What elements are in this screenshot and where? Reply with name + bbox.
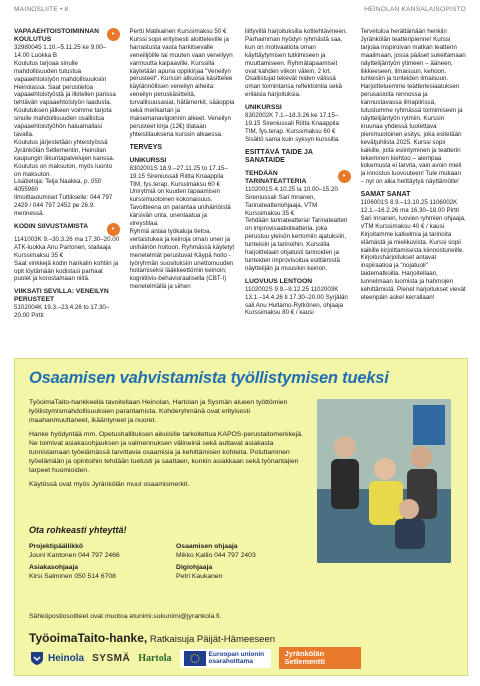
contact-name: Jouni Kantonen 044 797 2466 xyxy=(29,551,120,559)
course-text: Kirjoitamme katkelmia ja tarinoita elämästä ja mielikuvista. Kurssi sopii kaikille kirjoittamisesta kiinnostuneille. Kirjoitusharjoitukset antavat inspiraatioa ja "nojatuoli" taidematkoilla. Harjoitellaan, tunnelmaan luomista ja hahmojen kehittämistä. Pienet harjoitukset vievät eteenpäin askel kerrallaan! xyxy=(360,230,466,301)
course-text: Koulutus tarjoaa sinulle mahdollisuuden tutustua vapaaehtoistyön mahdollisuuksiin Heinolassa. Saat perustietoa vapaaehtoistyöstä ja ilkitellen parissa tehtävän vapaaehtoistyön laadusta. Koulutuksen jälkeen voimme tarjota sinulle mahdollisuuden osallistua vapaaehtoistyöhön haluamallasi tavalla. xyxy=(14,59,116,138)
eu-flag-icon xyxy=(184,651,206,666)
course-text: Tehdään tarinateatteria! Tarinateatteri on improvisaatioteatteria, joka perustuu yleisön kertomiin ajatuksiin, tunteisiin ja tarinoihin. Kurssilla harjoittelaan ohjatusti tarinoiden ja tunteiden improvisoitua esittämistä näyttelijän ja muusikin keinon. xyxy=(245,217,348,272)
course-text: 8302001S 18.9.–27.11.25 to 17.15–19.15 Sireniussali Riitta Knaappila TtM, fys.terap. Kurssimaksu 60 € xyxy=(129,164,228,188)
course-text: liittyvillä harjoituksilla kotitehtävineen. Parhaimman hyödyn ryhmästä saa, kun on motivaatiota oman käyttäytymisen tutkimiseen ja muuttamiseen. Ryhmätapaamiset ovat kahden viikon välein, 2 krt. Osallistujat tekevät niiden välissä oman toimintansa reflektointia sekä erilaisia harjoituksia. xyxy=(245,28,348,99)
logo-text: Jyränkölän Setlementti xyxy=(284,649,325,666)
contact-role: Digiohjaaja xyxy=(176,564,213,571)
course-text: 1106001S 8.9.–13.10.25 1106002K 12.1.–16.2.26 ma 16.30–18.00 Pirtti Sari Innanen, luovien ryhmien ohjaaja, VTM Kurssimaksu 40 € / kausi xyxy=(360,199,466,230)
ad-paragraph: TyöoimaTaito-hankkeella tavoitellaan Heinolan, Hartolan ja Sysmän alueen työttömien työllistymismahdollisuuksien parantamista. Kohderyhmänä ovat erityisesti maahanmuuttaneet, ikääntyneet ja nuoret. xyxy=(29,399,288,424)
contact-item xyxy=(29,543,162,560)
course-heading-text: SAMAT SANAT xyxy=(360,191,411,199)
project-ad-box xyxy=(14,358,468,676)
course-heading xyxy=(245,104,351,112)
email-note: Sähköpostiosoitteet ovat muotoa etunimi.sukunimi@jyrankola.fi. xyxy=(29,613,222,620)
contact-item xyxy=(176,543,309,560)
course-heading xyxy=(361,191,467,199)
orange-badge-icon: • xyxy=(338,170,351,183)
course-heading-text: ESITTÄVÄ TAIDE JA SANATAIDE xyxy=(245,148,313,164)
brand-name: TyöoimaTaito-hanke, xyxy=(29,631,148,645)
contact-name: Petri Kaukanen xyxy=(176,572,223,580)
course-text: Ilmoittautumiset Tuttikselle: 044 797 2429 / 044 797 2452 pe 26.9. mennessä. xyxy=(14,194,113,218)
page-header xyxy=(14,6,466,18)
contact-role: Osaamisen ohjaaja xyxy=(176,543,238,550)
course-text: 1102001S 4.10.25 la 10.00–15.20 Sireniussali Sari Innanen, Tarinateatteriohjaaja, VTM Kurssimaksu 35 € xyxy=(245,185,338,217)
contact-list xyxy=(29,543,309,581)
course-heading xyxy=(130,157,236,165)
course-text: 32980045 1.10.–5.11.25 ke 9.00–14.00 Luokka B xyxy=(14,44,107,59)
course-heading xyxy=(14,28,120,44)
column-3 xyxy=(245,28,351,354)
orange-badge-icon: • xyxy=(107,28,120,41)
orange-badge-icon: • xyxy=(107,223,120,236)
logo-text: Heinola xyxy=(48,652,85,664)
group-photo xyxy=(317,399,451,563)
course-text: 8302002K 7.1.–18.3.26 ke 17.15–19.15 Sireniussali Riitta Knaappila TtM, fys.terap. Kurssimaksu 60 € Sisältö sama kuin syksyn kurssilla. xyxy=(245,112,340,143)
course-text: Pertti Matikainen Kurssimaksu 50 € xyxy=(129,28,227,35)
column-1 xyxy=(14,28,120,354)
course-heading-text: TEHDÄÄN TARINATEATTERIA xyxy=(245,169,307,185)
partner-logos xyxy=(29,647,453,669)
ad-paragraph: Käytössä ovat myös Jyränkölän muut osaamismerkit. xyxy=(29,481,190,489)
ad-slogan: Ota rohkeasti yhteyttä! xyxy=(29,525,127,535)
course-text: Lisätietoja: Telja Naakka, p. 050 4055960 xyxy=(14,178,102,194)
course-text: Kurssi sopii erityisesti aloitteleville ja harrastusta vasta harkitsevalle veneilijöille tai muuten vaan veneilyyn varmuutta kaipaaville. Kurssilla käytetään apuna oppikirjaa "Veneilyn perusteet". Kurssin alkuosa käsittelee käytännöllisen veneilyn aiheita: veneilyn peruskäsitteitä, turvallisuusasiat, hätämerkit, sääoppia sekä merikartan ja maisemanavigoinnin alkeet. Veneilyn perusteet kirja (12€) tilataan yhteistilauksena kurssin alkaessa. xyxy=(129,35,235,138)
ad-paragraph: Hanke hyödyntää mm. Opetushallituksen aikuisille tarkoitettua KAPOS-perustaitomerkkejä. Ne toimivat asiakasohjauksen ja valmennuksen välineinä sekä auttavat asiakasta tunnistamaan työelämässä tarvittavia osaamisia ja kehittämisen kohteita. Poluttaminen työelämään ja opintoihin tehdään tuetusti ja saattaen, kunkin asiakkaan sekä työnantajien tarpeet huomioiden. xyxy=(29,431,303,474)
logo-jyrankola xyxy=(279,647,361,669)
course-text: Unirytmiä on kuuden tapaamisen kurssimuotoinen kokonaisuus. Tavoitteena on parantaa unihäiriöistä kärsivän unta, unenlaatua ja vireystilaa. xyxy=(129,188,231,228)
logo-sysma xyxy=(92,653,130,664)
course-text: Koulutus on maksuton, myös luonto on maksuton. xyxy=(14,162,113,178)
course-heading-text: VAPAAEHTOISTOIMINNAN KOULUTUS xyxy=(14,28,99,43)
contact-role: Projektipäällikkö xyxy=(29,543,84,550)
course-heading xyxy=(14,223,120,236)
logo-text: SYSMÄ xyxy=(92,652,131,664)
ad-text xyxy=(29,399,309,496)
course-heading xyxy=(245,149,351,165)
header-left: MAINOSLIITE • 8 xyxy=(14,6,69,13)
course-text: 1102002S 9.9.–9.12.25 1102003K 13.1.–14.4.26 ti 17.30–20.00 Syrjälän sali Anu Hultamo-Rytkönen, ohjaaja Kurssimaksu 80 € / kausi xyxy=(245,285,348,317)
logo-text: Hartola xyxy=(138,652,172,664)
course-text: Tervetuloa herättämään henkiin Jyränkölän teatteripienne! Kurssi tarjoaa inspiroivan matkan teatterin maailmaan, jossa pääset sukeltamaan näyttelijäntyön ytimeen – ääneen, liikkeeseen, ilmaisuun, kehoon, tunteisiin ja tunteiden ilmaisuun. Harjoitteluemme teatteriesiaatuksen perusasioita rennossa ja kannustavassa ilmapiirissä, tutustumme ryhmässä toimimiseen ja näyttelijäntyön rytmiin. Kurssin kruunaa yhdessä tuotettava pienimuotoinen esitys, joka esitetään kevätjuhlista 2025. Kurssi sopii kaikille, joita esiintyminen ja teatterin tekeminen kiehtoo – aiempaa kokemusta ei tarvita, vain avoin mieli ja innostus luovuuteen! Tule mukaan – nyt on aika heittäytyä näyttämölle! xyxy=(360,28,466,186)
contact-role: Asiakasohjaaja xyxy=(29,564,79,571)
group-photo-illustration xyxy=(317,399,451,563)
course-text: Saat vinkkejä kodin hankalin kohtiin ja opit löytämään kodistasi parhaat puolet ja korostamaan niitä. xyxy=(14,259,119,283)
course-heading xyxy=(245,278,351,286)
header-right: HEINOLAN KANSALAISOPISTO xyxy=(364,6,466,13)
course-heading-text: LUOVUUS LENTOON xyxy=(245,277,313,285)
logo-eu xyxy=(180,649,271,668)
course-heading-text: TERVEYS xyxy=(129,143,163,151)
contact-item xyxy=(176,564,309,581)
contact-name: Mikko Kallio 044 797 2403 xyxy=(176,551,256,559)
course-heading xyxy=(245,170,351,186)
logo-heinola xyxy=(29,650,84,666)
column-2 xyxy=(130,28,236,354)
course-heading-text: VIIKSATI SEVILLA: VENEILYN PERUSTEET xyxy=(14,288,109,304)
course-heading-text: UNIKURSSI xyxy=(245,104,282,112)
heinola-crest-icon xyxy=(29,650,45,666)
course-text: 5102004K 19.3.–23.4.26 to 17.30–20.00 Pirtti xyxy=(14,304,110,320)
contact-name: Kirsi Salminen 050 514 6708 xyxy=(29,572,116,580)
project-brand xyxy=(29,631,275,645)
course-columns xyxy=(14,28,466,354)
column-4 xyxy=(361,28,467,354)
ad-title: Osaamisen vahvistamista työllistymisen tueksi xyxy=(29,369,389,387)
course-heading xyxy=(130,144,236,152)
course-heading-text: UNIKURSSI xyxy=(129,156,167,164)
logo-text: Euroopan unionin osarahoittama xyxy=(208,651,265,665)
contact-item xyxy=(29,564,162,581)
logo-hartola xyxy=(138,653,171,664)
course-text: Koulutus järjestetään yhteistyössä Jyränkölän Setlementin, Heinolan kaupungin liikuntapalvelujen kanssa. xyxy=(14,138,115,162)
course-heading-text: KODIN SIIVUSTAMISTA xyxy=(14,222,89,230)
course-text: 1141003K 9.–30.3.26 ma 17.30–20.00 ATK-luokka Anu Partonen, stailaaja Kurssimaksu 35 € xyxy=(14,235,120,259)
course-heading xyxy=(14,288,120,304)
course-text: Ryhmä antaa työkaluja tietoa, vertaistukea ja keinoja oman unen ja unihäiriön hoitoon. Ryhmässä käytetyt menetelmät perustuvat Käypä hoito -työryhmän suosituksiin unettomuuden hoitamiseksi lääkkeettömin keinoin; kognitiivis-behavioraalisella (CBT-I) menetelmällä ja siihen xyxy=(129,227,235,291)
brand-subtitle: Ratkaisuja Päijät-Hämeeseen xyxy=(147,634,276,645)
